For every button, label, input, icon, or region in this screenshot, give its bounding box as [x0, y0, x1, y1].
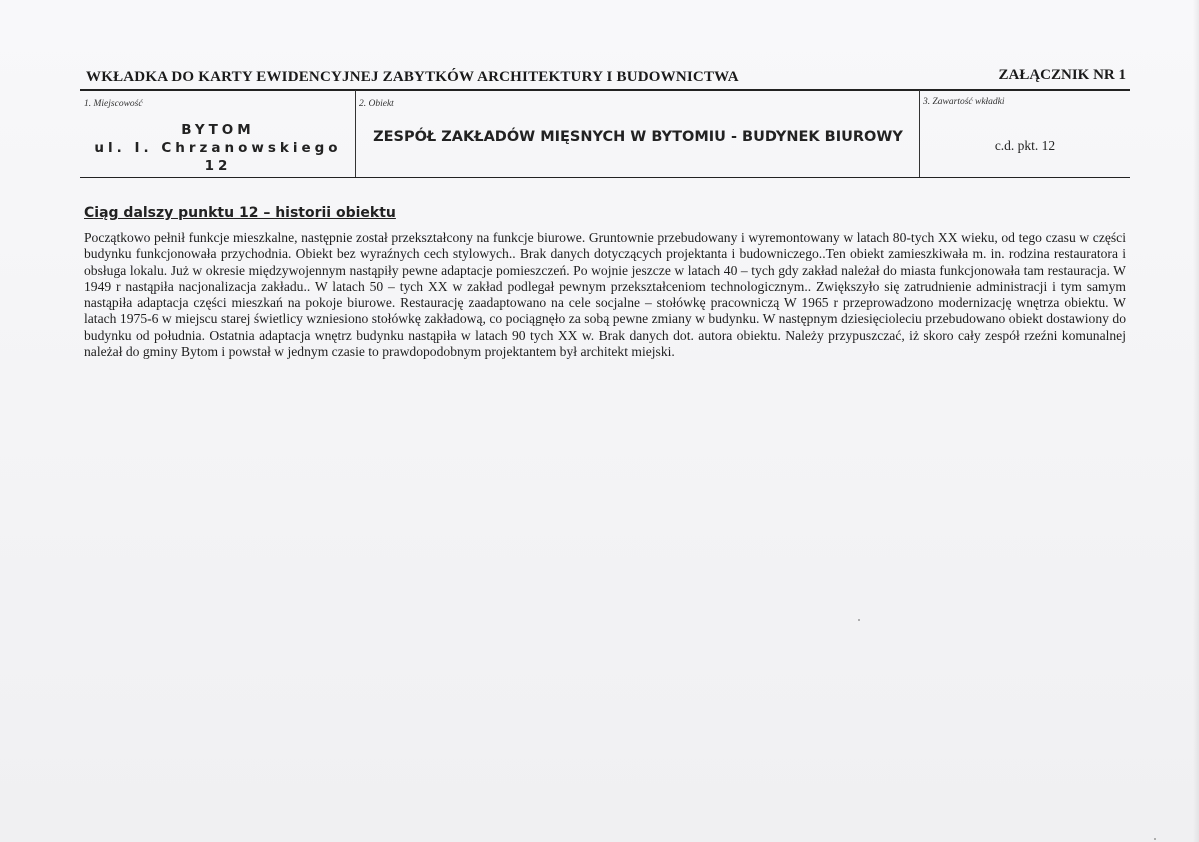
- annex-number: ZAŁĄCZNIK NR 1: [998, 67, 1126, 83]
- field-divider: [355, 90, 356, 178]
- document-header: [80, 67, 1130, 89]
- header-rule: [80, 89, 1130, 91]
- document-title: WKŁADKA DO KARTY EWIDENCYJNEJ ZABYTKÓW ARCHITEKTURY I BUDOWNICTWA: [86, 69, 739, 85]
- scan-speck: [1154, 838, 1156, 840]
- place-number: 12: [204, 158, 232, 174]
- place-label: 1. Miejscowość: [84, 99, 143, 109]
- place-value: [82, 121, 354, 175]
- content-value: c.d. pkt. 12: [994, 138, 1056, 153]
- object-label: 2. Obiekt: [359, 99, 394, 109]
- place-city: BYTOM: [181, 122, 255, 138]
- scan-speck: [858, 619, 860, 621]
- object-value: ZESPÓŁ ZAKŁADÓW MIĘSNYCH W BYTOMIU - BUDYNEK BIUROWY: [373, 129, 903, 145]
- history-paragraph: Początkowo pełnił funkcje mieszkalne, następnie został przekształcony na funkcje biurowe. Gruntownie przebudowany i wyremontowany w latach 80-tych XX wieku, od tego czasu w części budynku funkcjonowała przychodnia. Obiekt bez wyraźnych cech stylowych.. Brak danych dotyczących projektanta i budowniczego..Ten obiekt zamieszkiwała m. in. rodzina restauratora i obsługa lokalu. Już w okresie międzywojennym nastąpiły pewne adaptacje pomieszczeń. Po wojnie jeszcze w latach 40 – tych gdy zakład należał do miasta funkcjonowała tam restauracja. W 1949 r nastąpiła nacjonalizacja zakładu.. W latach 50 – tych XX w zakład podlegał pewnym przekształceniom technologicznym.. Zwiększyło się zatrudnienie administracji i tym samym nastąpiła adaptacja części mieszkań na pokoje biurowe. Restaurację zaadaptowano na cele socjalne – stołówkę pracowniczą W 1965 r przeprowadzono modernizację wnętrza obiektu. W latach 1975-6 w miejscu starej świetlicy wzniesiono stołówkę zakładową, co pociągnęło za sobą pewne zmiany w budynku. W następnym dziesięcioleciu przebudowano obiekt dostawiony do budynku od południa. Ostatnia adaptacja wnętrz budynku nastąpiła w latach 90 tych XX w. Brak danych dot. autora obiektu. Należy przypuszczać, iż skoro cały zespół rzeźni komunalnej należał do gminy Bytom i powstał w jednym czasie to prawdopodobnym projektantem był architekt miejski.: [84, 230, 1126, 360]
- section-heading: Ciąg dalszy punktu 12 – historii obiektu: [84, 205, 396, 221]
- fields-rule: [80, 177, 1130, 178]
- place-street: ul. I. Chrzanowskiego: [94, 140, 342, 156]
- content-label: 3. Zawartość wkładki: [923, 97, 1005, 107]
- field-divider: [919, 90, 920, 178]
